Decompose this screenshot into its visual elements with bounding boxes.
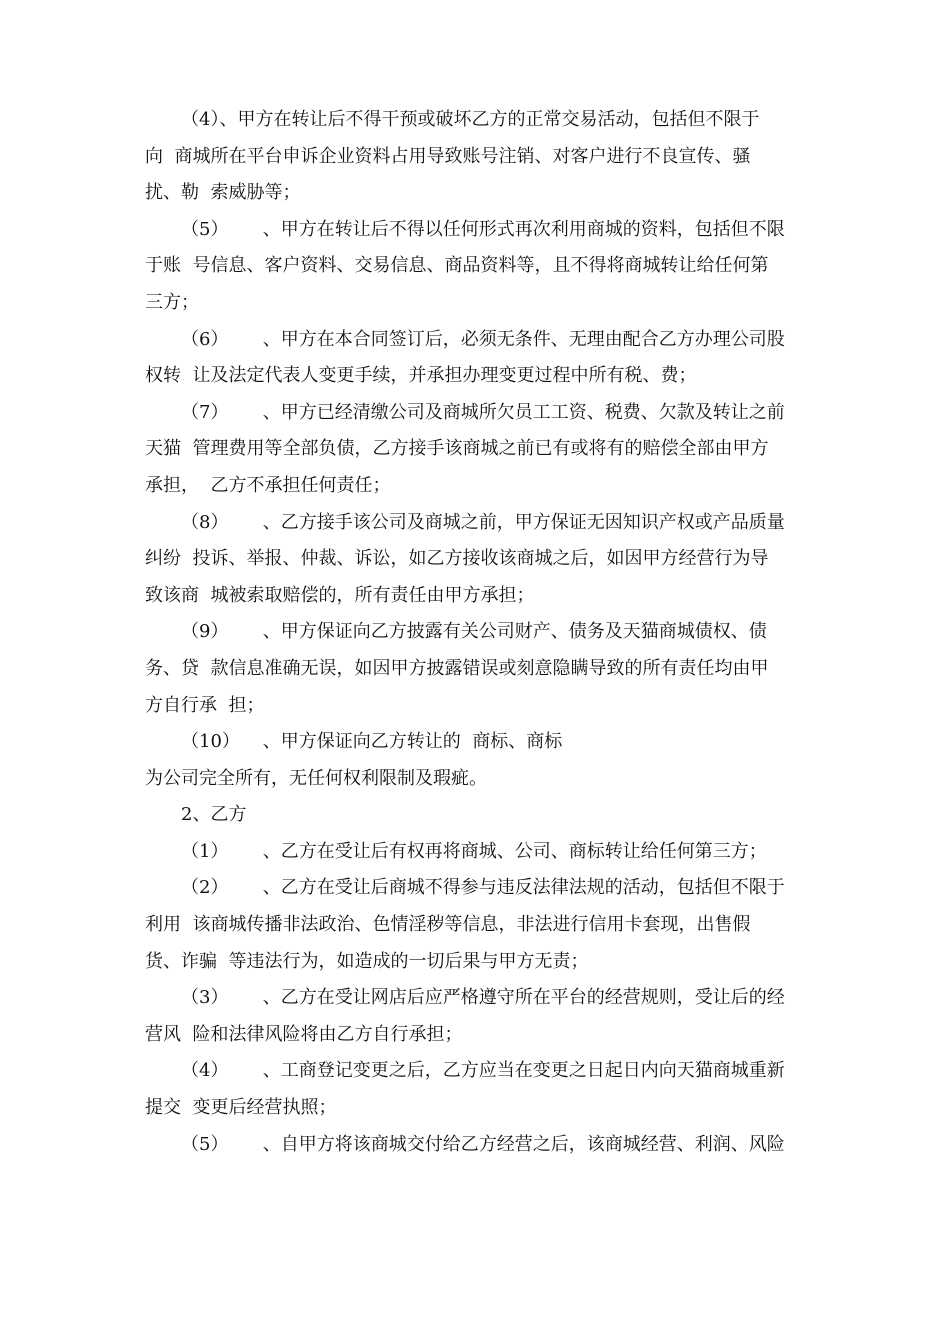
text-line: 致该商 城被索取赔偿的，所有责任由甲方承担； [145,584,535,606]
text-line: 向 商城所在平台申诉企业资料占用导致账号注销、对客户进行不良宣传、骚 [145,145,751,167]
text-line: 利用 该商城传播非法政治、色情淫秽等信息，非法进行信用卡套现，出售假 [145,914,751,936]
text-line: （4） 、工商登记变更之后，乙方应当在变更之日起日内向天猫商城重新 [181,1060,785,1082]
text-line: （2） 、乙方在受让后商城不得参与违反法律法规的活动，包括但不限于 [181,877,785,899]
text-line: （3） 、乙方在受让网店后应严格遵守所在平台的经营规则，受让后的经 [181,987,785,1009]
text-line: （9） 、甲方保证向乙方披露有关公司财产、债务及天猫商城债权、债 [181,621,767,643]
text-line: （8） 、乙方接手该公司及商城之前，甲方保证无因知识产权或产品质量 [181,511,785,533]
text-line: 货、诈骗 等违法行为，如造成的一切后果与甲方无责； [145,950,589,972]
text-line: 纠纷 投诉、举报、仲裁、诉讼，如乙方接收该商城之后，如因甲方经营行为导 [145,548,769,570]
text-line: （1） 、乙方在受让后有权再将商城、公司、商标转让给任何第三方； [181,840,767,862]
text-line: 方自行承 担； [145,694,265,716]
text-line: （4）、甲方在转让后不得干预或破坏乙方的正常交易活动，包括但不限于 [181,109,760,130]
text-line: 承担， 乙方不承担任何责任； [145,474,391,496]
text-line: （5） 、甲方在转让后不得以任何形式再次利用商城的资料，包括但不限 [181,218,785,240]
text-line: 营风 险和法律风险将由乙方自行承担； [145,1023,463,1045]
text-line: （7） 、甲方已经清缴公司及商城所欠员工工资、税费、欠款及转让之前 [181,401,785,423]
text-line: （5） 、自甲方将该商城交付给乙方经营之后，该商城经营、利润、风险 [181,1133,785,1155]
text-line: 权转 让及法定代表人变更手续，并承担办理变更过程中所有税、费； [145,365,697,387]
text-line: 为公司完全所有，无任何权利限制及瑕疵。 [145,767,487,789]
text-line: 扰、勒 索威胁等； [145,182,301,204]
text-line: 提交 变更后经营执照； [145,1097,337,1119]
text-line: 于账 号信息、客户资料、交易信息、商品资料等，且不得将商城转让给任何第 [145,255,769,277]
text-line: 三方； [145,291,199,313]
text-line: （10） 、甲方保证向乙方转让的 商标、商标 [181,731,563,753]
section-heading: 2、乙方 [181,804,247,826]
text-line: 天猫 管理费用等全部负债，乙方接手该商城之前已有或将有的赔偿全部由甲方 [145,438,769,460]
text-line: （6） 、甲方在本合同签订后，必须无条件、无理由配合乙方办理公司股 [181,328,785,350]
text-line: 务、贷 款信息准确无误，如因甲方披露错误或刻意隐瞒导致的所有责任均由甲 [145,657,769,679]
contract-body [145,102,825,1163]
